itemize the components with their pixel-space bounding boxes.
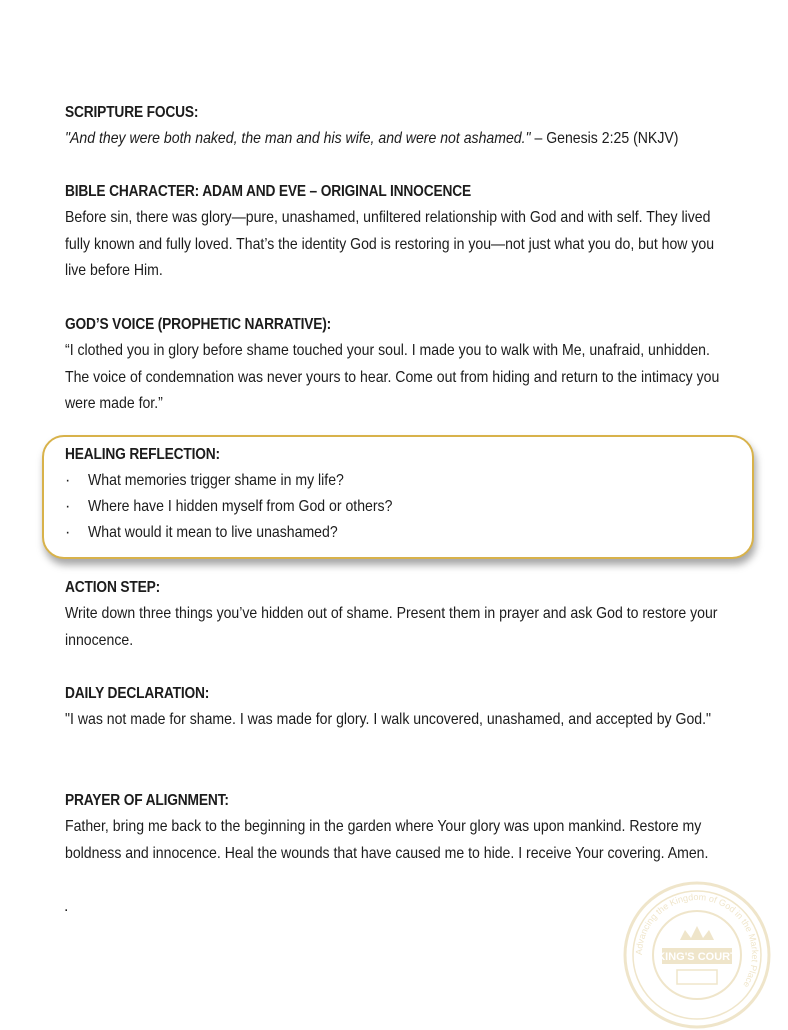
scripture-quote: "And they were both naked, the man and his wife, and were not ashamed." [65, 130, 531, 147]
reflection-question: What memories trigger shame in my life? [88, 472, 344, 489]
list-item [65, 494, 735, 520]
prayer-heading: PRAYER OF ALIGNMENT: [65, 792, 229, 809]
list-item [65, 520, 735, 546]
scripture-focus-section [65, 100, 735, 152]
bible-character-section [65, 179, 735, 285]
svg-text:Advancing the Kingdom of God i [634, 892, 760, 989]
gods-voice-heading: GOD’S VOICE (PROPHETIC NARRATIVE): [65, 316, 332, 333]
action-step-section [65, 575, 735, 654]
gods-voice-section [65, 312, 735, 418]
healing-reflection-section [65, 442, 735, 546]
daily-declaration-text: "I was not made for shame. I was made for glory. I walk uncovered, unashamed, and accepted by God." [65, 711, 712, 728]
reflection-list [65, 468, 735, 546]
bullet-icon: · [65, 498, 71, 515]
action-step-text: Write down three things you’ve hidden out of shame. Present them in prayer and ask God to restore your innocence. [65, 605, 718, 649]
prayer-text: Father, bring me back to the beginning in the garden where Your glory was upon mankind. Restore my boldness and innocence. Heal the wounds that have caused me to hide. I receive Your covering. Amen. [65, 818, 709, 862]
bible-character-text: Before sin, there was glory—pure, unashamed, unfiltered relationship with God and with self. They lived fully known and fully loved. That’s the identity God is restoring in you—not just what you do, but how you live before Him. [65, 209, 715, 279]
reflection-question: Where have I hidden myself from God or others? [88, 498, 393, 515]
daily-declaration-section [65, 681, 735, 734]
scripture-focus-heading: SCRIPTURE FOCUS: [65, 104, 199, 121]
bible-character-heading: BIBLE CHARACTER: ADAM AND EVE – ORIGINAL INNOCENCE [65, 183, 472, 200]
daily-declaration-heading: DAILY DECLARATION: [65, 685, 210, 702]
prayer-section [65, 788, 735, 867]
reflection-question: What would it mean to live unashamed? [88, 524, 338, 541]
seal-center-text: KING'S COURT [657, 951, 737, 963]
seal-ring-text: Advancing the Kingdom of God in the Market Place [633, 891, 761, 990]
action-step-heading: ACTION STEP: [65, 579, 161, 596]
bullet-icon: · [65, 472, 71, 489]
bullet-icon: · [65, 524, 71, 541]
scripture-quote-line [65, 126, 679, 152]
healing-reflection-heading: HEALING REFLECTION: [65, 446, 220, 463]
gods-voice-text: “I clothed you in glory before shame touched your soul. I made you to walk with Me, unafraid, unhidden. The voice of condemnation was never yours to hear. Come out from hiding and return to the intimacy you were made for.” [65, 342, 720, 412]
trailing-mark: . [64, 898, 69, 915]
list-item [65, 468, 735, 494]
kings-court-seal-logo [622, 880, 772, 1030]
scripture-reference: – Genesis 2:25 (NKJV) [530, 130, 679, 147]
